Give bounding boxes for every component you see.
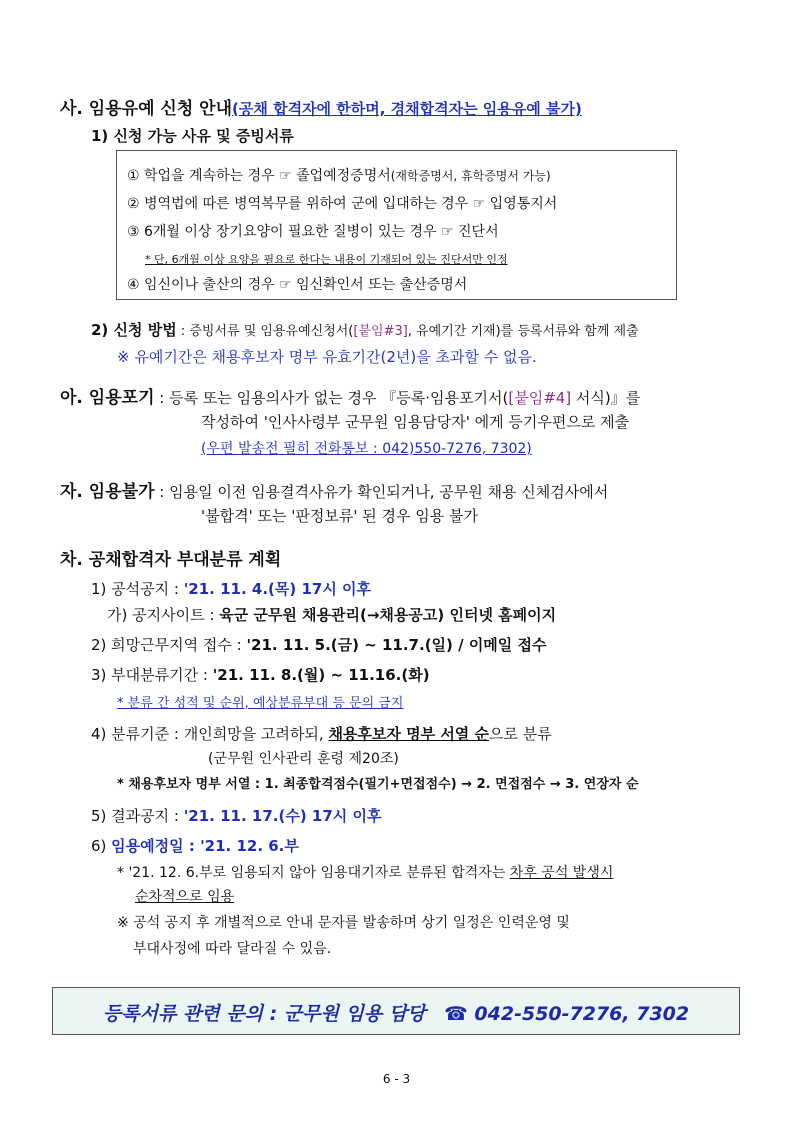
- reason-line-1: ① 학업을 계속하는 경우 ☞ 졸업예정증명서(재학증명서, 휴학증명서 가능): [127, 168, 551, 184]
- contact-box: [52, 987, 740, 1035]
- item-2: 2) 희망근무지역 접수 : '21. 11. 5.(금) ~ 11.7.(일) / 이메일 접수: [91, 636, 547, 654]
- reason-star-note: * 단, 6개월 이상 요양을 필요로 한다는 내용이 기재되어 있는 진단서만 인정: [145, 253, 508, 266]
- item-4-ranking-note: * 채용후보자 명부 서열 : 1. 최종합격점수(필기+면접점수) → 2. 면접점수 → 3. 연장자 순: [117, 777, 639, 792]
- reason-line-2: ② 병역법에 따른 병역복무를 위하여 군에 입대하는 경우 ☞ 입영통지서: [127, 196, 558, 212]
- item-3-date: '21. 11. 8.(월) ~ 11.16.(화): [212, 666, 430, 684]
- item-1-date: '21. 11. 4.(목) 17시 이후: [183, 580, 372, 598]
- item-3: 3) 부대분류기간 : '21. 11. 8.(월) ~ 11.16.(화): [91, 666, 430, 684]
- application-method: 2) 신청 방법 : 증빙서류 및 임용유예신청서([붙임#3], 유예기간 기재)를 등록서류와 함께 제출: [91, 321, 639, 339]
- item-6-date: 임용예정일 : '21. 12. 6.부: [111, 837, 299, 855]
- section-a-title: 아. 임용포기: [60, 388, 155, 408]
- item-5-date: '21. 11. 17.(수) 17시 이후: [183, 807, 382, 825]
- item-4-reference: (군무원 인사관리 훈령 제20조): [208, 751, 399, 767]
- item-4-emphasis: 채용후보자 명부 서열 순: [328, 725, 490, 743]
- section-ja-title: 자. 임용불가: [60, 482, 155, 502]
- item-4: 4) 분류기준 : 개인희망을 고려하되, 채용후보자 명부 서열 순으로 분류: [91, 725, 552, 743]
- contact-phone: 042-550-7276, 7302: [474, 1003, 690, 1025]
- contact-line: [53, 999, 739, 1026]
- attachment-3-ref: [붙임#3]: [353, 324, 408, 339]
- reason-line-1-note: (재학증명서, 휴학증명서 가능): [390, 169, 551, 183]
- item-6-remark-line1: ※ 공석 공지 후 개별적으로 안내 문자를 발송하며 상기 일정은 인력운영 및: [117, 915, 570, 931]
- item-6-note-line1: * '21. 12. 6.부로 임용되지 않아 임용대기자로 분류된 합격자는 차후 공석 발생시: [117, 865, 614, 881]
- subsection-reasons-title: 1) 신청 가능 사유 및 증빙서류: [91, 127, 294, 145]
- item-6: 6) 임용예정일 : '21. 12. 6.부: [91, 837, 299, 855]
- item-3-note: * 분류 간 성적 및 순위, 예상분류부대 등 문의 금지: [117, 696, 404, 711]
- item-2-date: '21. 11. 5.(금) ~ 11.7.(일) / 이메일 접수: [246, 636, 547, 654]
- section-sa-heading: [60, 94, 582, 119]
- section-a-line2: 작성하여 '인사사령부 군무원 임용담당자' 에게 등기우편으로 제출: [201, 413, 630, 431]
- item-1: 1) 공석공지 : '21. 11. 4.(목) 17시 이후: [91, 580, 372, 598]
- item-1-site: 가) 공지사이트 : 육군 군무원 채용관리(→채용공고) 인터넷 홈페이지: [107, 606, 557, 624]
- page-number: 6 - 3: [382, 1072, 411, 1086]
- application-method-title: 2) 신청 방법: [91, 321, 177, 339]
- phone-icon: ☎: [444, 1003, 468, 1025]
- section-sa-title: 사. 임용유예 신청 안내: [60, 99, 233, 119]
- reason-line-4: ④ 임신이나 출산의 경우 ☞ 임신확인서 또는 출산증명서: [127, 277, 468, 293]
- section-a-phone-note: (우편 발송전 필히 전화통보 : 042)550-7276, 7302): [201, 441, 532, 457]
- section-ja-line1: 자. 임용불가 : 임용일 이전 임용결격사유가 확인되거나, 공무원 채용 신체검사에서: [60, 482, 609, 502]
- deferral-period-note: ※ 유예기간은 채용후보자 명부 유효기간(2년)을 초과할 수 없음.: [117, 348, 537, 366]
- reasons-box: [116, 150, 677, 300]
- item-5: 5) 결과공지 : '21. 11. 17.(수) 17시 이후: [91, 807, 382, 825]
- reason-line-3: ③ 6개월 이상 장기요양이 필요한 질병이 있는 경우 ☞ 진단서: [127, 224, 499, 240]
- section-sa-note: (공채 합격자에 한하며, 경채합격자는 임용유예 불가): [232, 100, 582, 118]
- attachment-4-ref: [붙임#4]: [508, 389, 572, 407]
- section-cha-title: 차. 공채합격자 부대분류 계획: [60, 550, 282, 570]
- section-a-line1: 아. 임용포기 : 등록 또는 임용의사가 없는 경우 『등록·임용포기서([붙임#4] 서식)』를: [60, 388, 641, 408]
- item-6-note-line2: 순차적으로 임용: [135, 889, 235, 905]
- section-ja-line2: '불합격' 또는 '판정보류' 된 경우 임용 불가: [201, 507, 478, 525]
- item-6-remark-line2: 부대사정에 따라 달라질 수 있음.: [133, 941, 332, 957]
- contact-label: 등록서류 관련 문의 : 군무원 임용 담당: [102, 1003, 426, 1025]
